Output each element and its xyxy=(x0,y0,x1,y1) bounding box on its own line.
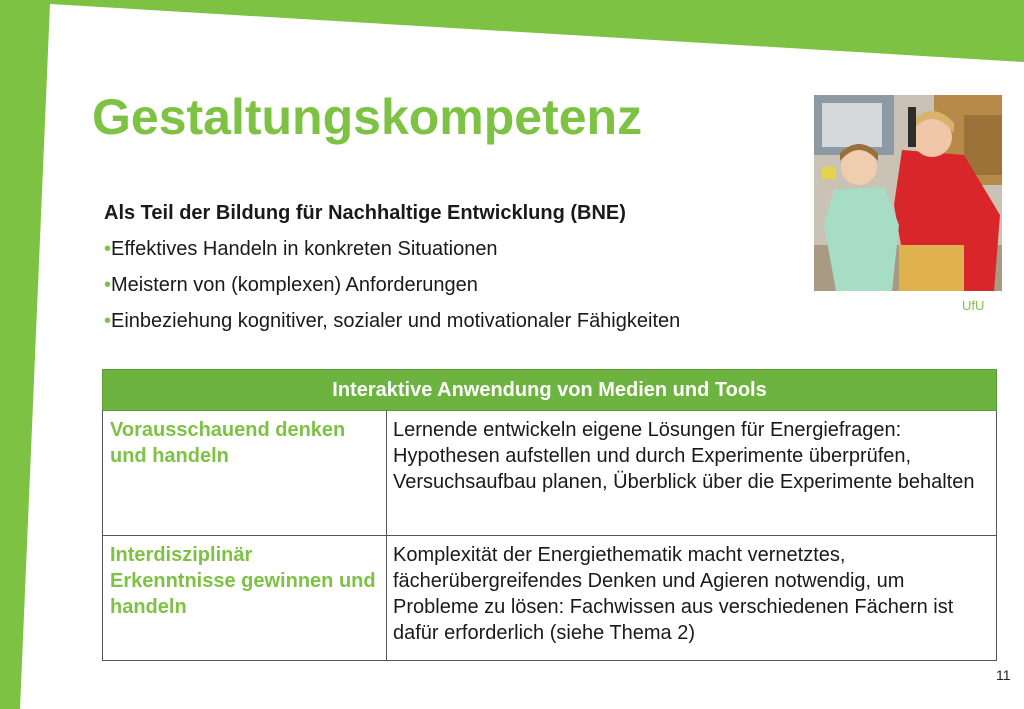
bullet-marker: • xyxy=(104,238,112,260)
bullet-text: Einbeziehung kognitiver, sozialer und motivationaler Fähigkeiten xyxy=(111,310,681,332)
photo-credit: UfU xyxy=(962,298,985,313)
bullet-item xyxy=(104,303,804,339)
slide-title: Gestaltungskompetenz xyxy=(92,89,643,145)
page-number: 11 xyxy=(996,667,1011,683)
description-cell: Lernende entwickeln eigene Lösungen für Energiefragen: Hypothesen aufstellen und durch Experimente überprüfen, Versuchsaufbau planen, Überblick über die Experimente behalten xyxy=(387,411,997,536)
bullet-item xyxy=(104,231,804,267)
bullet-item xyxy=(104,267,804,303)
bullet-marker: • xyxy=(104,274,112,296)
description-cell: Komplexität der Energiethematik macht vernetztes, fächerübergreifendes Denken und Agieren notwendig, um Probleme zu lösen: Fachwissen aus verschiedenen Fächern ist dafür erforderlich (siehe Thema 2) xyxy=(387,536,997,661)
bullet-text: Meistern von (komplexen) Anforderungen xyxy=(111,274,478,296)
competence-table xyxy=(102,369,997,661)
bullet-text: Effektives Handeln in konkreten Situationen xyxy=(111,238,498,260)
table-row xyxy=(103,536,997,661)
bullet-marker: • xyxy=(104,310,112,332)
intro-lead: Als Teil der Bildung für Nachhaltige Entwicklung (BNE) xyxy=(104,202,626,224)
table-row xyxy=(103,411,997,536)
table-header: Interaktive Anwendung von Medien und Tools xyxy=(103,370,997,411)
competence-cell: Vorausschauend denken und handeln xyxy=(103,411,387,536)
children-experiment-photo xyxy=(814,95,1002,291)
intro-text-block xyxy=(104,195,804,339)
competence-cell: Interdisziplinär Erkenntnisse gewinnen und handeln xyxy=(103,536,387,661)
